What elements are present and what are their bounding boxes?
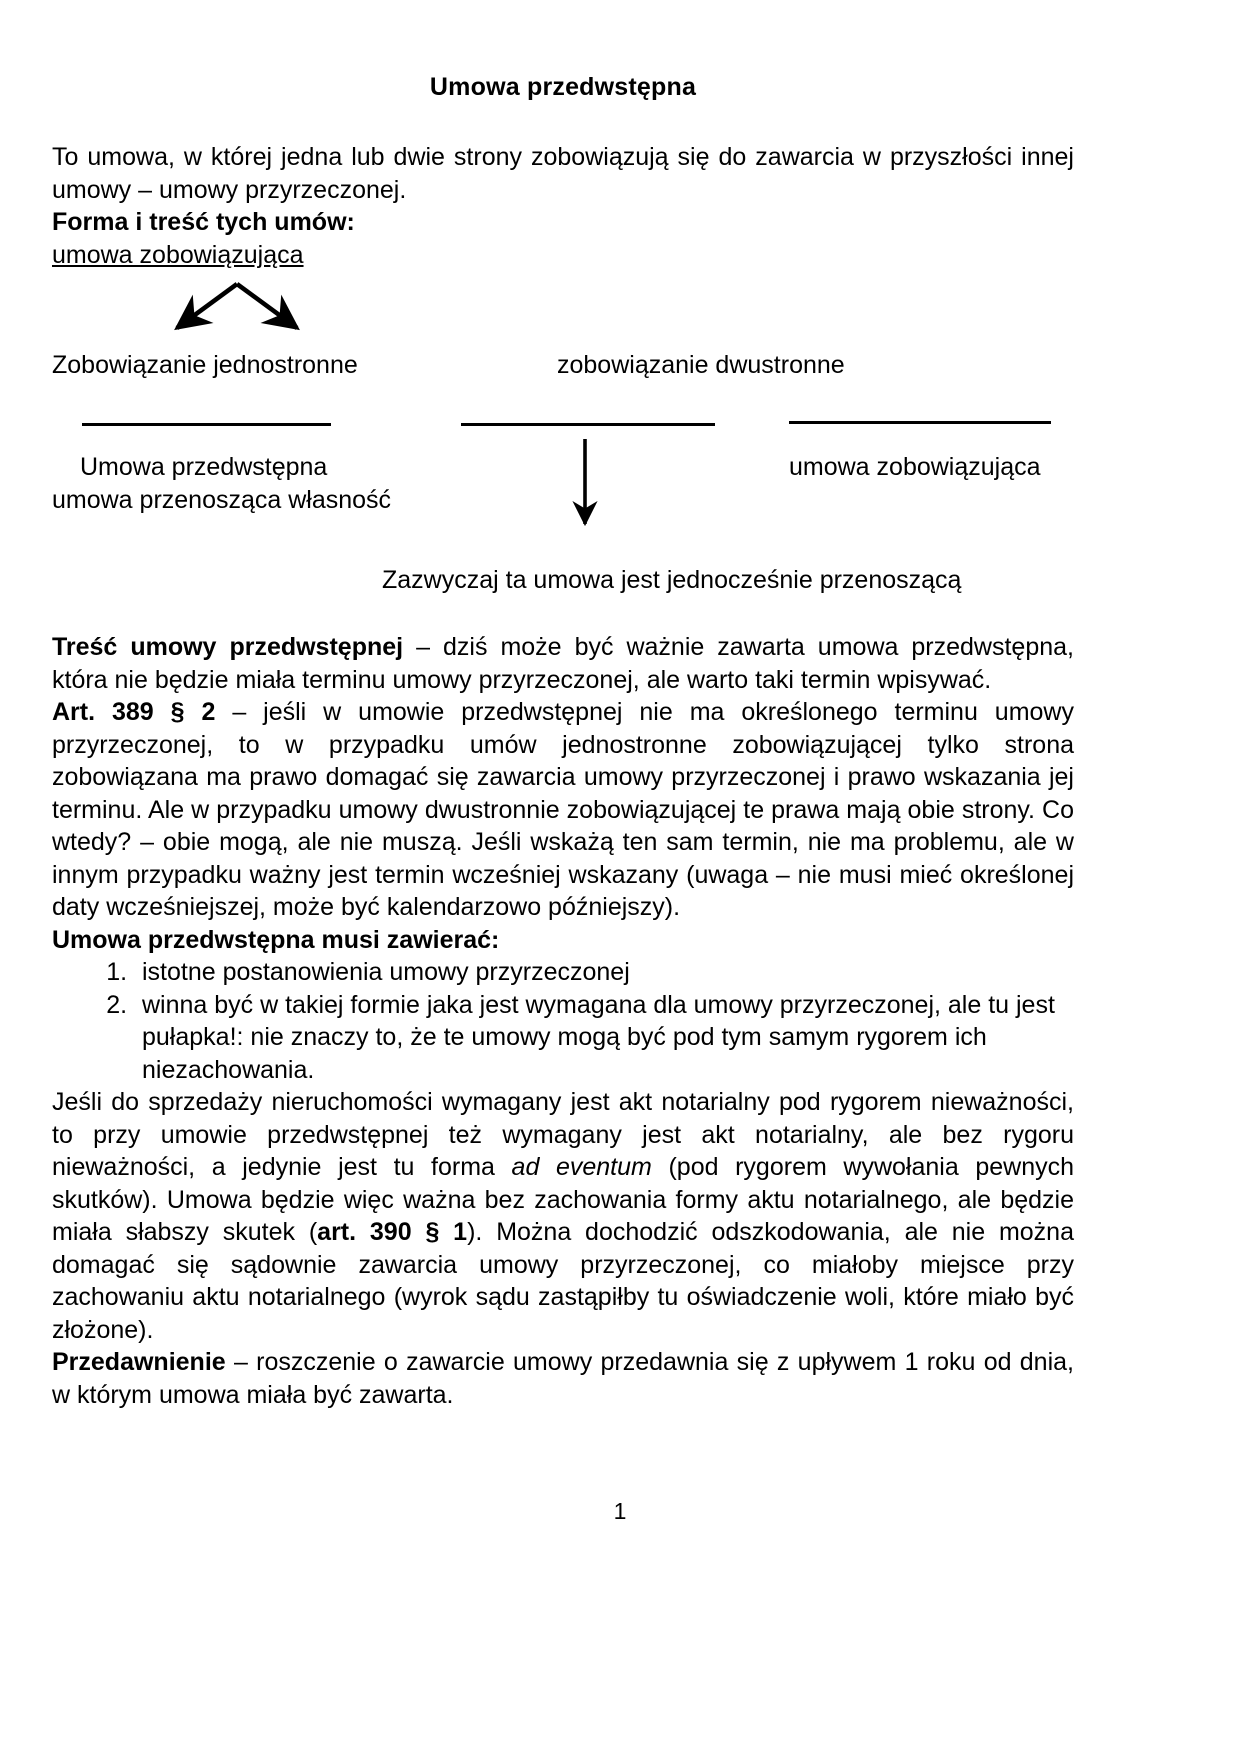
przedawnienie-heading: Przedawnienie [52, 1348, 226, 1377]
list-item: 1. istotne postanowienia umowy przyrzeczonej [134, 956, 1074, 989]
section-tresc-umowy [52, 631, 1074, 696]
forma-i-tresc-heading-text: Forma i treść tych umów: [52, 208, 355, 237]
akt-notarialny-bold-ref: art. 390 § 1 [317, 1218, 468, 1247]
section-akt-notarialny [52, 1086, 1074, 1346]
list-item: 2. winna być w takiej formie jaka jest wymagana dla umowy przyrzeczonej, ale tu jest pułapka!: nie znaczy to, że te umowy mogą być pod tym samym rygorem ich niezachowania. [134, 989, 1074, 1087]
page-title: Umowa przedwstępna [429, 73, 697, 101]
column1-line1: Umowa przedwstępna [80, 453, 328, 482]
akt-notarialny-italic: ad eventum [511, 1153, 652, 1182]
intro-paragraph: To umowa, w której jedna lub dwie strony zobowiązują się do zawarcia w przyszłości innej umowy – umowy przyrzeczonej. [52, 143, 1074, 204]
column1-line2: umowa przenosząca własność [52, 485, 392, 514]
page-number: 1 [613, 1498, 627, 1524]
umowa-zobowiazujaca-underlined: umowa zobowiązująca [52, 240, 304, 269]
akt-notarialny-part1: Jeśli do sprzedaży nieruchomości wymagany jest akt notarialny pod rygorem nieważności, to przy umowie przedwstępnej też wymagany jest akt notarialny, ale bez rygoru nieważności, a jedynie jest tu forma [52, 1088, 1074, 1182]
section-art389-text: – jeśli w umowie przedwstępnej nie ma określonego terminu umowy przyrzeczonej, to w przypadku umów jednostronne zobowiązującej tylko strona zobowiązana ma prawo domagać się zawarcia umowy przyrzeczonej i prawo wskazania jej terminu. Ale w przypadku umowy dwustronnie zobowiązującej te prawa mają obie strony. Co wtedy? – obie mogą, ale nie muszą. Jeśli wskażą ten sam termin, nie ma problemu, ale w innym przypadku ważny jest termin wcześniej wskazany (uwaga – nie musi mieć określonej daty wcześniejszej, może być kalendarzowo późniejszy). [52, 698, 1074, 922]
akt-notarialny-part2: (pod rygorem wywołania pewnych skutków). Umowa będzie więc ważna bez zachowania formy aktu notarialnego, ale będzie miała słabszy skutek ( [52, 1153, 1075, 1247]
body-sections [52, 631, 1074, 1411]
split-arrow-right [237, 284, 297, 328]
diagram-bottom-note: Zazwyczaj ta umowa jest jednocześnie przenoszącą [382, 566, 962, 595]
requirements-list [52, 956, 1074, 1086]
section-musi-zawierac-heading [52, 924, 1074, 957]
branching-diagram [52, 271, 1074, 623]
musi-zawierac-heading-text: Umowa przedwstępna musi zawierać: [52, 925, 500, 954]
divider-rule-2 [461, 423, 715, 426]
column3-label: umowa zobowiązująca [789, 453, 1041, 482]
divider-rule-1 [82, 423, 331, 426]
branch-label-left: Zobowiązanie jednostronne [52, 351, 358, 380]
akt-notarialny-part3: ). Można dochodzić odszkodowania, ale nie można domagać się sądownie zawarcia umowy przyrzeczonej, co miałoby miejsce przy zachowaniu aktu notarialnego (wyrok sądu zastąpiłby tu oświadczenie woli, które miało być złożone). [52, 1218, 1074, 1344]
section-tresc-text: – dziś może być ważnie zawarta umowa przedwstępna, która nie będzie miała terminu umowy przyrzeczonej, ale warto taki termin wpisywać. [52, 633, 1074, 694]
section-przedawnienie [52, 1346, 1074, 1411]
section-art389-heading: Art. 389 § 2 [52, 698, 216, 727]
forma-i-tresc-heading [52, 206, 1074, 239]
branch-label-right: zobowiązanie dwustronne [557, 351, 845, 380]
split-arrow-left [177, 284, 237, 328]
divider-rule-3 [789, 421, 1051, 424]
przedawnienie-text: – roszczenie o zawarcie umowy przedawnia się z upływem 1 roku od dnia, w którym umowa miała być zawarta. [52, 1348, 1074, 1409]
column1-labels [52, 451, 500, 516]
section-art-389 [52, 696, 1074, 924]
umowa-zobowiazujaca-label [52, 239, 1074, 272]
section-tresc-heading: Treść umowy przedwstępnej [52, 633, 404, 662]
page-content [52, 72, 1074, 1411]
